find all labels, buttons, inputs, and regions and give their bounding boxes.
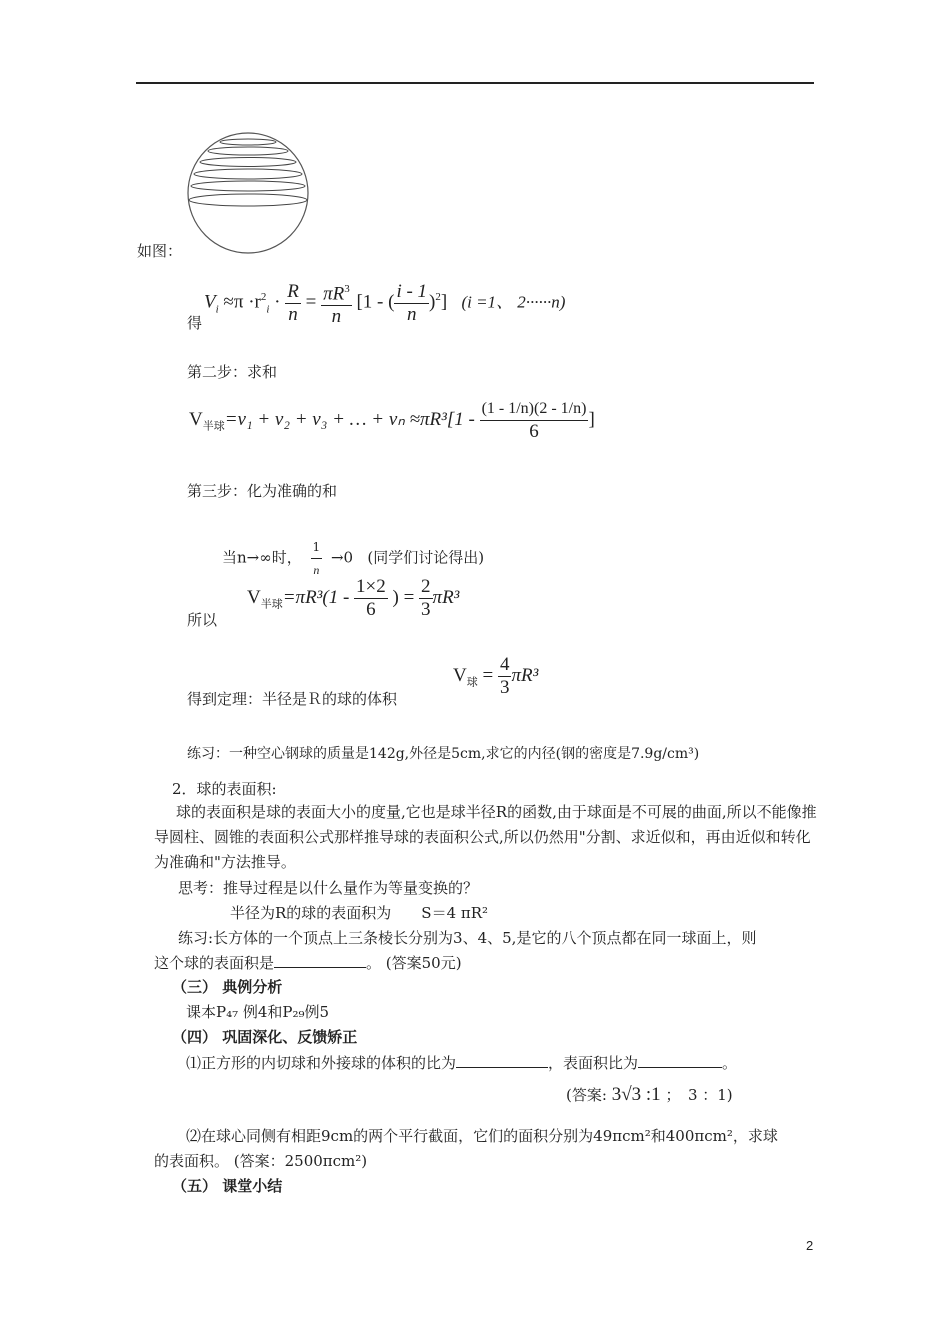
exercise-1: 练习：一种空心钢球的质量是142g,外径是5cm,求它的内径(钢的密度是7.9g/cm³) [187,746,700,762]
answer-blank [274,953,366,968]
section3-title: （三） 典例分析 [172,978,283,996]
question-1: ⑴正方形的内切球和外接球的体积的比为 ，表面积比为 。 [186,1054,738,1072]
header-rule [136,82,814,84]
exercise-2-line2: 这个球的表面积是 。 (答案50元) [154,954,462,972]
eq3-prefix: 所以 [187,611,218,629]
figure-label: 如图： [137,242,183,260]
section2-body: 球的表面积是球的表面大小的度量,它也是球半径R的函数,由于球面是不可展的曲面,所以不能像推导圆柱、圆锥的表面积公式那样推导球的表面积公式,所以仍然用"分割、求近似和，再由近似和转化为准确和"方法推导。 [154,803,817,871]
limit-statement: 当n→∞时， $\frac{1}{n}$ →0 (同学们讨论得出) [222,536,484,581]
answer-blank [456,1053,548,1068]
equation-hemisphere-volume: $V_{半球}=\pi R^3(1$ - $\frac{1\times 2}{6}$ ) = $\frac{2}{3}$ πR³ [247,576,460,620]
equation-slice-volume: $V_i \approx\pi \cdot r^2_i$ · $\frac{R}{n}$ = $\frac{\pi R^3}{n}$ [1 - ( $\frac{i - 1}{n}$ )$^2$] (i =1、 2······n) [204,278,565,328]
theorem-text: 得到定理：半径是Ｒ的球的体积 [187,690,398,708]
step2-heading: 第二步：求和 [187,363,278,381]
question-1-answer: (答案: 3√3 :1 ； 3 ：1) [566,1084,733,1105]
section2-title: 2．球的表面积: [172,780,277,798]
section5-title: （五） 课堂小结 [172,1177,283,1195]
answer-blank [638,1053,722,1068]
step3-heading: 第三步：化为准确的和 [187,482,338,500]
question-2-line1: ⑵在球心同侧有相距9cm的两个平行截面，它们的面积分别为49πcm²和400πcm²，求球 [186,1127,778,1145]
section4-title: （四） 巩固深化、反馈矫正 [172,1028,358,1046]
equation-sphere-volume: $V_球$ = $\frac{4}{3}$ πR³ [453,654,539,698]
section3-body: 课本P₄₇ 例4和P₂₉例5 [186,1003,330,1021]
question-2-line2: 的表面积。 (答案：2500πcm²) [154,1152,368,1170]
think-question: 思考：推导过程是以什么量作为等量变换的？ [178,879,479,897]
sphere-slices-figure [184,130,314,256]
eq1-prefix: 得 [187,314,203,332]
surface-area-formula: 半径为R的球的表面积为 S＝4 πR² [230,904,489,922]
equation-hemisphere-sum: $V_{半球}=v_1 + v_2 + v_3$ + … + vₙ ≈πR³[1 - $\frac{(1 - 1/n)(2 - 1/n)}{6}$ ] [189,400,595,442]
exercise-2-line1: 练习:长方体的一个顶点上三条棱长分别为3、4、5,是它的八个顶点都在同一球面上，则 [178,929,757,947]
page-number: 2 [806,1238,814,1253]
